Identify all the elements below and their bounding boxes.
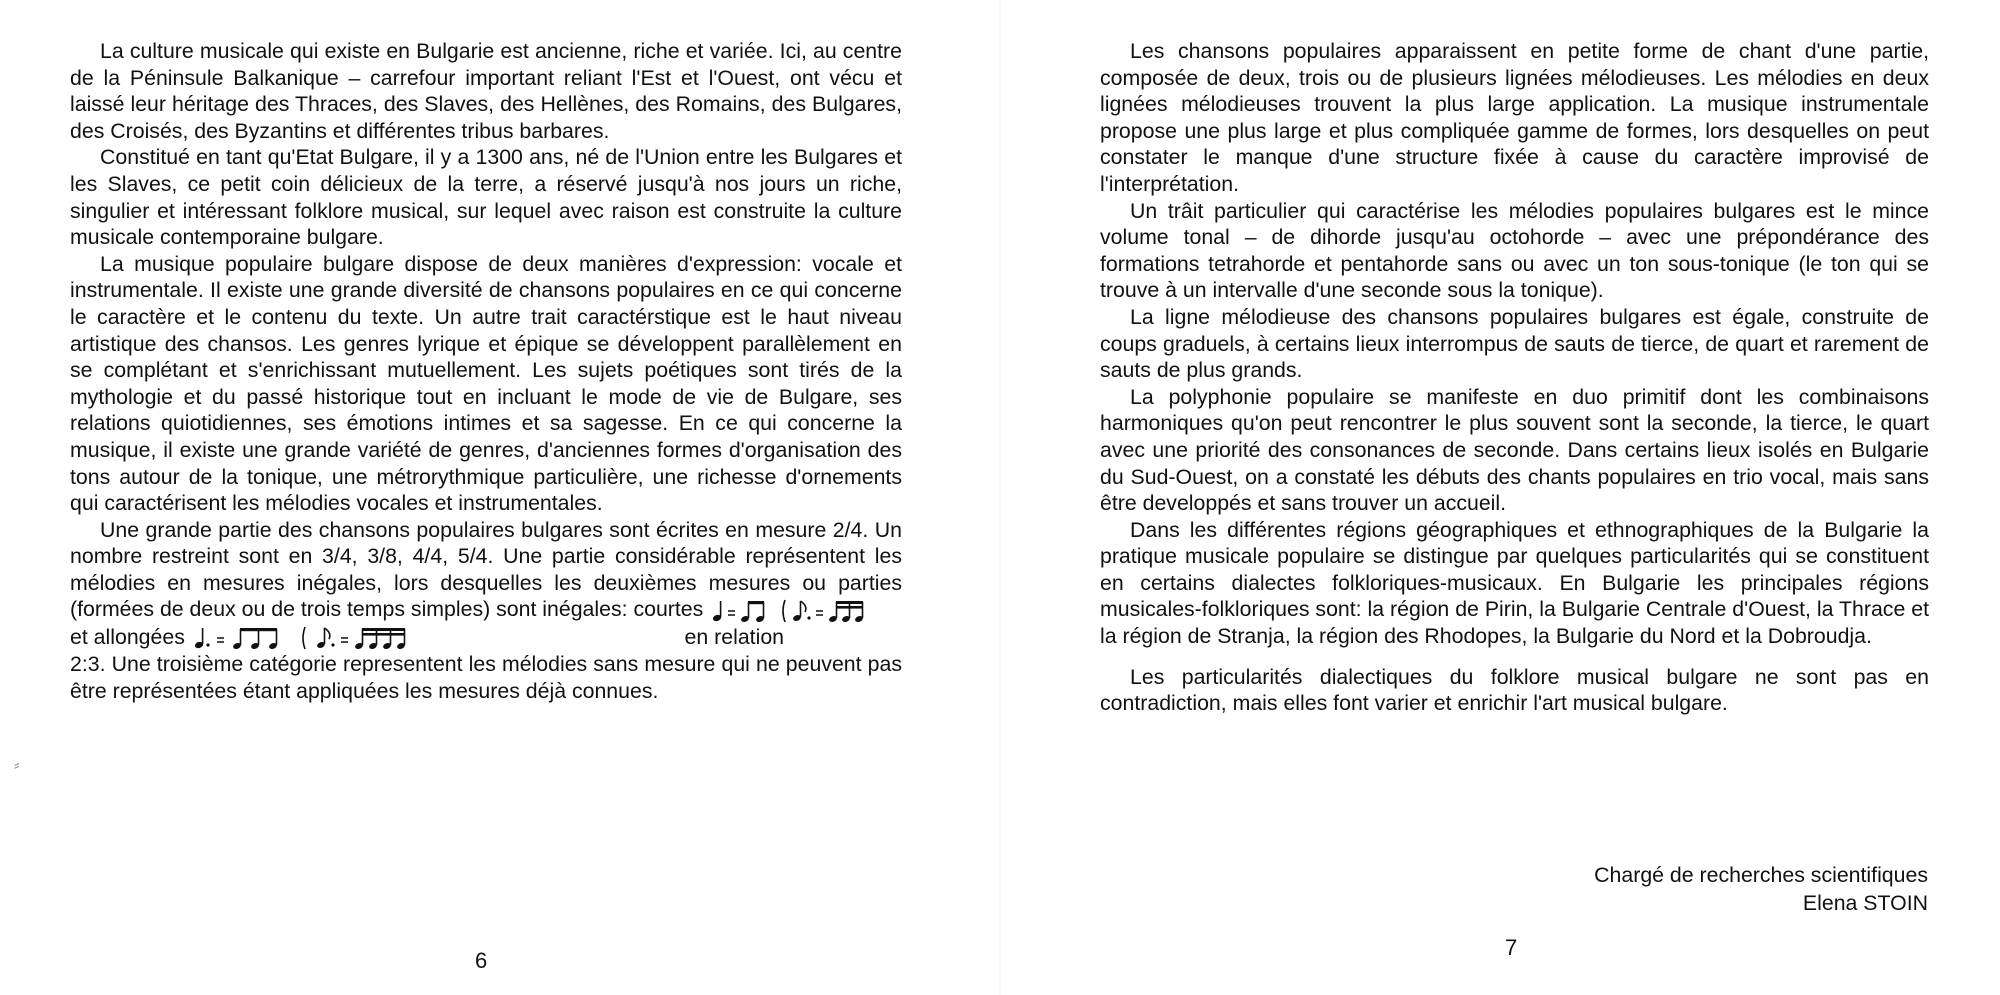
closing-paragraph: 2:3. Une troisième catégorie representent les mélodies sans mesure qui ne peuvent pas être représentées étant appliquées les mesures déjà connues.	[70, 652, 902, 703]
paragraph-with-notation	[70, 517, 902, 624]
paragraph: Dans les différentes régions géographiques et ethnographiques de la Bulgarie la pratique musicale populaire se distingue par quelques particularités qui se constituent en certains dialectes folkloriques-musicaux. En Bulgarie les principales régions musicales-folkloriques sont: la région de Pirin, la Bulgarie Centrale d'Ouest, la Thrace et la région de Stranja, la région des Rhodopes, la Bulgarie du Nord et la Dobroudja.	[1100, 517, 1929, 649]
paragraph: La musique populaire bulgare dispose de deux manières d'expression: vocale et instrumentale. Il existe une grande diversité de chansons populaires en ce qui concerne le caractère et le contenu du texte. Un autre trait caractérstique est le haut niveau artistique des chansos. Les genres lyrique et épique se développent parallèlement en se complétant et s'enrichissant mutuellement. Les sujets poétiques sont tirés de la mythologie et du passé historique tout en incluant le mode de vie de Bulgare, ses relations quiotidiennes, ses émotions intimes et sa sagesse. En ce qui concerne la musique, il existe une grande variété de genres, d'anciennes formes d'organisation des tons autour de la tonique, une métrorythmique particulière, une richesse d'ornements qui caractérisent les mélodies vocales et instrumentales.	[70, 251, 902, 516]
paragraph: La polyphonie populaire se manifeste en duo primitif dont les combinaisons harmoniques qu'on peut rencontrer le plus souvent sont la seconde, la tierce, le quart avec une priorité des consonances de seconde. Dans certains lieux isolés en Bulgarie du Sud-Ouest, on a constaté les débuts des chants populaires en trio vocal, mais sans être developpés et sans trouver un accueil.	[1100, 384, 1929, 516]
paragraph: Les chansons populaires apparaissent en petite forme de chant d'une partie, composée de deux, trois ou de plusieurs lignées mélodieuses. Les mélodies en deux lignées mélodieuses trouvent la plus large application. La musique instrumentale propose une plus large et plus compliquée gamme de formes, lors desquelles on peut constater le manque d'une structure fixée à cause du caractère improvisé de l'interprétation.	[1100, 39, 1929, 196]
paragraph: Les particularités dialectiques du folklore musical bulgare ne sont pas en contradiction, mais elles font varier et enrichir l'art musical bulgare.	[1100, 664, 1929, 716]
notation-line	[70, 624, 902, 651]
paragraph: Un trâit particulier qui caractérise les mélodies populaires bulgares est le mince volume tonal – de dihorde jusqu'au octohorde – avec une prépondérance des formations tetrahorde et pentahorde sans ou avec un ton sous-tonique (le ton qui se trouve à un intervalle d'une seconde sous la tonique).	[1100, 198, 1929, 303]
notation-prefix: et allongées	[70, 624, 185, 649]
page-number: 7	[1505, 935, 1518, 960]
right-text-column	[1100, 38, 1929, 717]
dotted-eighth-equals-three-sixteenths-icon	[779, 598, 871, 624]
stray-mark: ⸗	[14, 757, 20, 774]
signature-role: Chargé de recherches scientifiques	[1594, 863, 1928, 887]
signature-name: Elena STOIN	[1802, 891, 1928, 915]
notation-suffix: en relation	[684, 624, 785, 649]
right-page	[1000, 0, 2000, 995]
dotted-quarter-equals-three-eighths-icon	[193, 625, 289, 651]
paragraph-text: Une grande partie des chansons populaires bulgares sont écrites en mesure 2/4. Un nombre restreint sont en 3/4, 3/8, 4/4, 5/4. Une partie considérable représentent les mélodies en mesures inégales, lors desquelles les deuxièmes mesures ou parties (formées de deux ou de trois temps simples) sont inégales: courtes	[70, 517, 902, 622]
paragraph: La ligne mélodieuse des chansons populaires bulgares est égale, construite de coups graduels, à certains lieux interrompus de sauts de tierce, de quart et rarement de sauts de plus grands.	[1100, 304, 1929, 383]
page-number: 6	[475, 948, 488, 973]
left-text-column	[70, 38, 902, 704]
signature-block	[1594, 861, 1928, 917]
paragraph: Constitué en tant qu'Etat Bulgare, il y a 1300 ans, né de l'Union entre les Bulgares et les Slaves, ce petit coin délicieux de la terre, a réservé jusqu'à nos jours un riche, singulier et intéressant folklore musical, sur lequel avec raison est construite la culture musicale contemporaine bulgare.	[70, 145, 902, 250]
paragraph: La culture musicale qui existe en Bulgarie est ancienne, riche et variée. Ici, au centre de la Péninsule Balkanique – carrefour important reliant l'Est et l'Ouest, ont vécu et laissé leur héritage des Thraces, des Slaves, des Hellènes, des Romains, des Bulgares, des Croisés, des Byzantins et différentes tribus barbares.	[70, 39, 902, 143]
dotted-eighth-equals-sixteenths-icon	[299, 625, 411, 651]
quarter-equals-two-eighths-icon	[711, 598, 769, 624]
